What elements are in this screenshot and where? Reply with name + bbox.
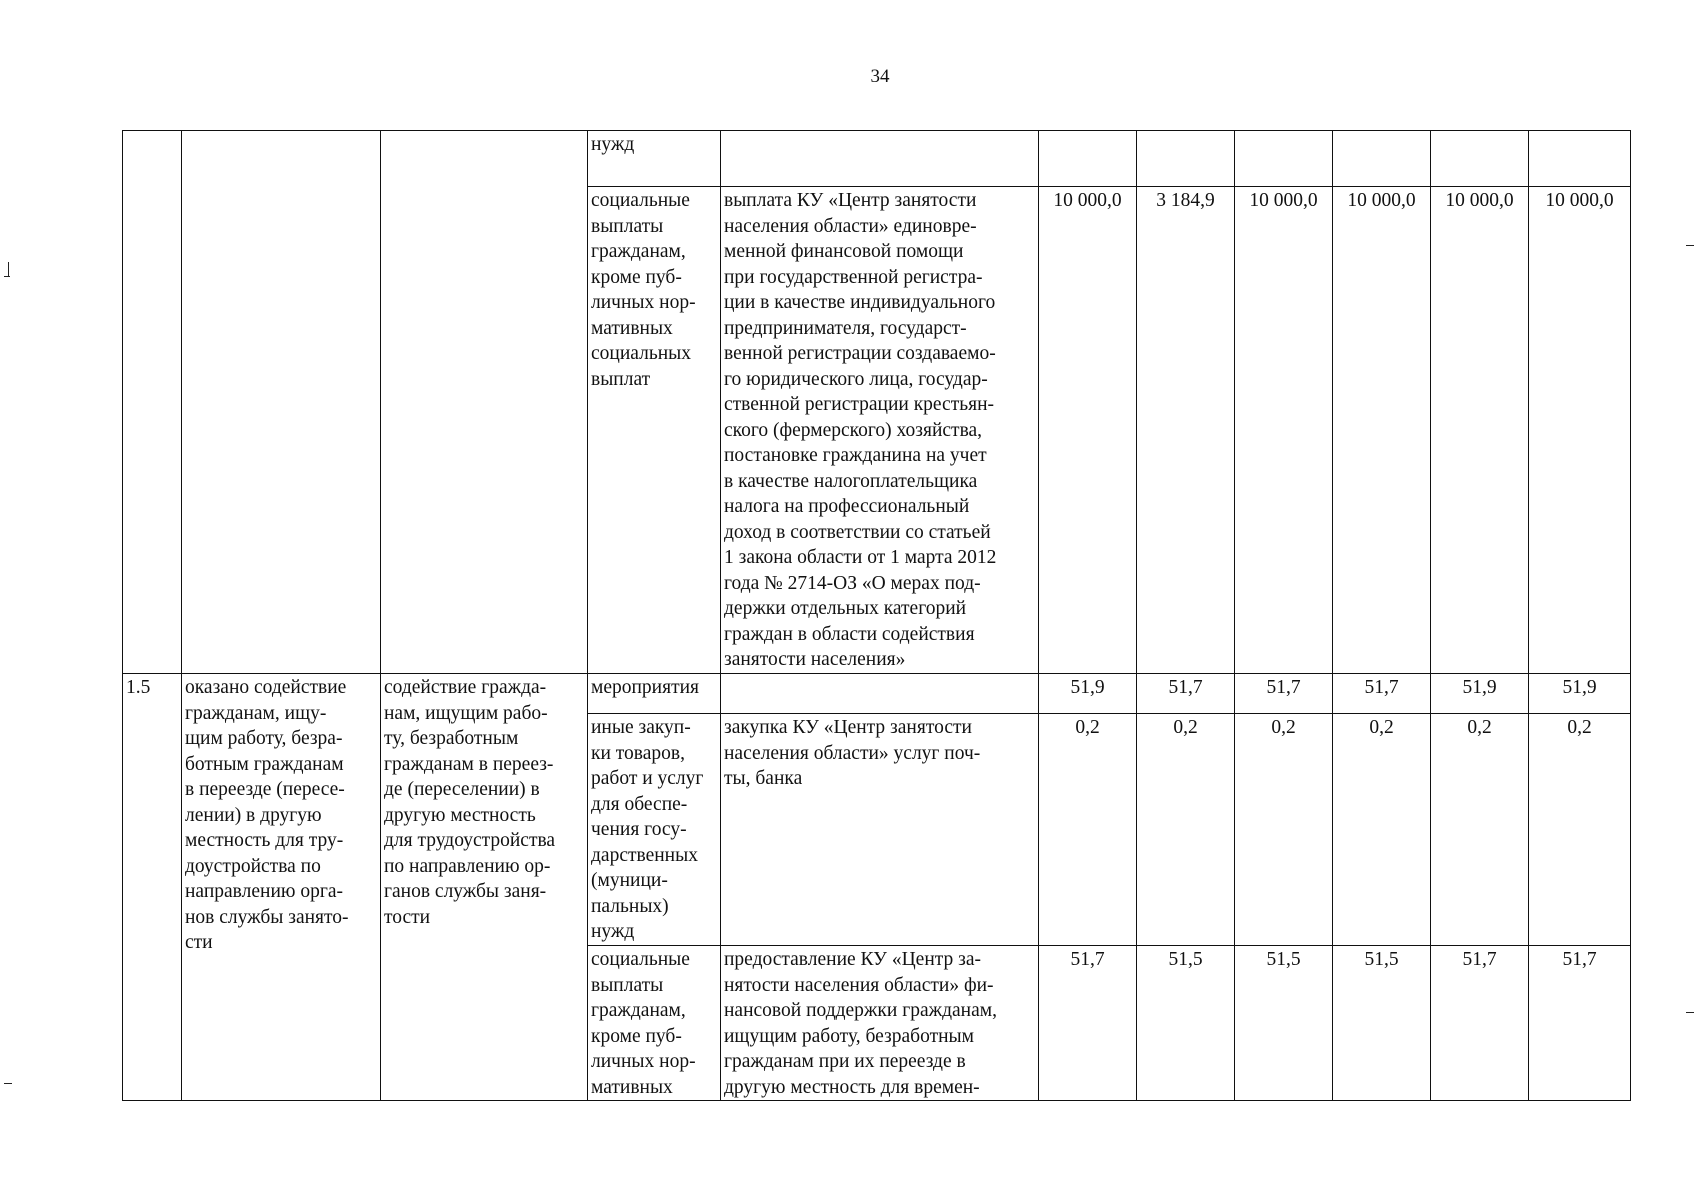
value-cell: 0,2 [1431,714,1529,946]
value-cell: 3 184,9 [1137,187,1235,674]
value-cell: 0,2 [1137,714,1235,946]
value-cell: 51,7 [1137,674,1235,714]
value-cell: 51,5 [1137,946,1235,1101]
value-cell: 51,7 [1235,674,1333,714]
description-cell: предоставление КУ «Центр за- нятости населения области» фи- нансовой поддержки гражданам, ищущим работу, безработным гражданам при их переезде в другую местность для времен- [721,946,1039,1101]
description-cell [721,131,1039,187]
value-cell: 10 000,0 [1431,187,1529,674]
value-cell: 0,2 [1235,714,1333,946]
value-cell: 51,9 [1529,674,1631,714]
measure-cell: содействие гражда- нам, ищущим рабо- ту, безработным гражданам в переез- де (переселении) в другую местность для трудоустройства по направлению ор- ганов службы заня- тости [381,674,588,1101]
expense-type-cell: социальные выплаты гражданам, кроме пуб- личных нор- мативных [588,946,721,1101]
result-cell: оказано содействие гражданам, ищу- щим работу, безра- ботным гражданам в переезде (пересе- лении) в другую местность для тру- доустройства по направлению орга- нов службы занято- сти [182,674,381,1101]
value-cell [1431,131,1529,187]
result-cell [182,131,381,674]
value-cell: 10 000,0 [1529,187,1631,674]
expense-type-cell: мероприятия [588,674,721,714]
value-cell: 51,7 [1039,946,1137,1101]
value-cell: 51,7 [1529,946,1631,1101]
row-id-cell: 1.5 [123,674,182,1101]
value-cell [1235,131,1333,187]
margin-mark [8,262,9,276]
value-cell: 51,9 [1431,674,1529,714]
margin-mark [1686,1012,1694,1013]
table-row [123,674,1631,714]
value-cell: 51,5 [1235,946,1333,1101]
value-cell: 0,2 [1529,714,1631,946]
value-cell [1529,131,1631,187]
value-cell [1333,131,1431,187]
value-cell: 51,7 [1431,946,1529,1101]
margin-mark [1686,245,1694,246]
row-id-cell [123,131,182,674]
value-cell: 0,2 [1039,714,1137,946]
table-row [123,131,1631,187]
description-cell: выплата КУ «Центр занятости населения области» единовре- менной финансовой помощи при государственной регистра- ции в качестве индивидуального предпринимателя, государст- венной регистрации создаваемо- го юридического лица, государ- ственной регистрации крестьян- ского (фермерского) хозяйства, постановке гражданина на учет в качестве налогоплательщика налога на профессиональный доход в соответствии со статьей 1 закона области от 1 марта 2012 года № 2714-ОЗ «О мерах под- держки отдельных категорий граждан в области содействия занятости населения» [721,187,1039,674]
value-cell: 51,7 [1333,674,1431,714]
description-cell [721,674,1039,714]
value-cell: 10 000,0 [1235,187,1333,674]
value-cell: 51,5 [1333,946,1431,1101]
page-number: 34 [870,66,890,87]
expense-type-cell: иные закуп- ки товаров, работ и услуг для обеспе- чения госу- дарственных (муници- пальных) нужд [588,714,721,946]
value-cell [1039,131,1137,187]
expense-type-cell: нужд [588,131,721,187]
value-cell: 51,9 [1039,674,1137,714]
value-cell: 0,2 [1333,714,1431,946]
budget-table [122,130,1631,1101]
description-cell: закупка КУ «Центр занятости населения области» услуг поч- ты, банка [721,714,1039,946]
margin-mark [4,276,10,277]
margin-mark [4,1083,12,1084]
expense-type-cell: социальные выплаты гражданам, кроме пуб- личных нор- мативных социальных выплат [588,187,721,674]
value-cell [1137,131,1235,187]
measure-cell [381,131,588,674]
value-cell: 10 000,0 [1333,187,1431,674]
value-cell: 10 000,0 [1039,187,1137,674]
